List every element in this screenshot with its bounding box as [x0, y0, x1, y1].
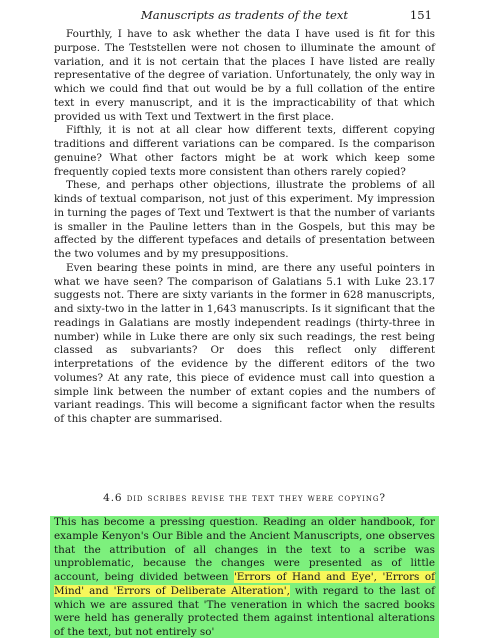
paragraph: Fifthly, it is not at all clear how different texts, different copying traditions and different variations can be compared. Is the comparison genuine? What other factors might be at work which keep some frequently copied texts more consistent than others rarely copied?: [54, 124, 435, 178]
paragraph: Even bearing these points in mind, are there any useful pointers in what we have seen? The comparison of Galatians 5.1 with Luke 23.17 suggests not. There are sixty variants in the former in 628 manuscripts, and sixty-two in the latter in 1,643 manuscripts. Is it significant that the readings in Galatians are mostly independent readings (thirty-three in number) while in Luke there are only six such readings, the rest being classed as subvariants? Or does this reflect only different interpretations of the evidence by the different editors of the two volumes? At any rate, this piece of evidence must call into question a simple link between the number of extant copies and the numbers of variant readings. This will become a significant factor when the results of this chapter are summarised.: [54, 261, 436, 425]
green-highlight: [50, 516, 439, 638]
highlighted-text-end: with regard to the last of which we are assured that 'The veneration in which the sacred books were held has generally protected them against intentional alterations of the text, but not entirely so': [54, 584, 435, 638]
highlighted-text-start: This has become a pressing question. Reading an older handbook, for example Kenyon's Our Bible and the Ancient Manuscripts, one observes that the attribution of all changes in the text to a scribe was unproblematic, because the changes were presented as of little account, being divided between: [54, 516, 435, 583]
running-title: Manuscripts as tradents of the text: [140, 8, 349, 22]
page-number: 151: [409, 8, 432, 22]
yellow-highlight: 'Errors of Hand and Eye', 'Errors of Mind' and 'Errors of Deliberate Alteration',: [54, 571, 435, 597]
paragraph: These, and perhaps other objections, illustrate the problems of all kinds of textual comparison, not just of this experiment. My impression in turning the pages of Text und Textwert is that the number of variants is smaller in the Pauline letters than in the Gospels, but this may be affected by the different typefaces and details of presentation between the two volumes and by my presuppositions.: [54, 179, 435, 260]
highlighted-paragraph: [54, 516, 435, 638]
paragraph: Fourthly, I have to ask whether the data I have used is fit for this purpose. The Teststellen were not chosen to illuminate the amount of variation, and it is not certain that the places I have listed are really representative of the degree of variation. Unfortunately, the only way in which we could find that out would be by a full collation of the entire text in every manuscript, and it is the impracticability of that which provided us with Text und Textwert in the first place.: [54, 28, 435, 123]
body-text: [54, 28, 435, 427]
page-header: [0, 8, 489, 24]
section-heading: 4.6 did scribes revise the text they were copying?: [103, 492, 386, 504]
